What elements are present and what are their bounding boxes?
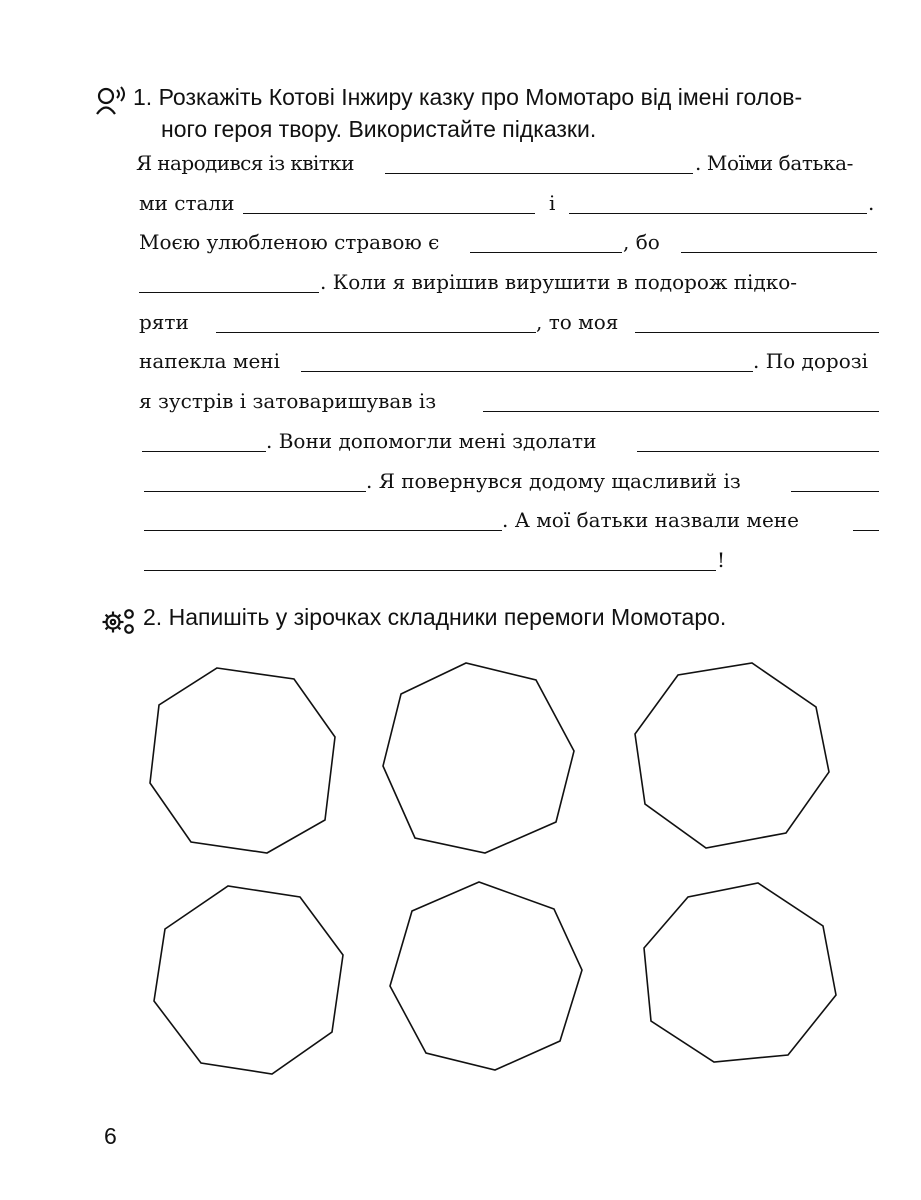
answer-star-4[interactable] xyxy=(154,886,343,1074)
task1-number: 1. xyxy=(133,84,153,110)
page-number: 6 xyxy=(104,1123,117,1149)
answer-star-1[interactable] xyxy=(150,668,335,853)
answer-star-6[interactable] xyxy=(644,883,836,1062)
story-text: я зустрів і затоваришував із xyxy=(139,389,437,413)
story-text: і xyxy=(549,191,556,215)
story-text: . xyxy=(868,191,875,215)
story-text: , бо xyxy=(623,230,660,254)
story-text: , то моя xyxy=(536,310,619,334)
story-text: Моєю улюбленою стравою є xyxy=(139,230,440,254)
story-text: ряти xyxy=(139,310,189,334)
story-text: ! xyxy=(717,548,726,572)
story-text: . Коли я вирішив вирушити в подорож підко- xyxy=(320,270,798,294)
answer-star-3[interactable] xyxy=(635,663,829,848)
task2-number: 2. xyxy=(143,604,163,630)
story-text: . Моїми батька- xyxy=(695,151,853,175)
story-text: . По дорозі xyxy=(753,349,869,373)
story-text: напекла мені xyxy=(139,349,281,373)
task1-title-line2: ного героя твору. Використайте підказки. xyxy=(161,116,597,142)
task2-title-text: Напишіть у зірочках складники перемоги Момотаро. xyxy=(168,604,727,630)
story-text: . А мої батьки назвали мене xyxy=(502,508,799,532)
story-text: . Вони допомогли мені здолати xyxy=(266,429,597,453)
answer-star-2[interactable] xyxy=(383,663,574,853)
story-text: ми стали xyxy=(139,191,235,215)
answer-star-5[interactable] xyxy=(390,882,582,1070)
story-text: Я народився із квітки xyxy=(136,151,354,175)
task1-title-line1: Розкажіть Котові Інжиру казку про Момотаро від імені голов- xyxy=(158,84,803,110)
story-text: . Я повернувся додому щасливий із xyxy=(366,469,741,493)
